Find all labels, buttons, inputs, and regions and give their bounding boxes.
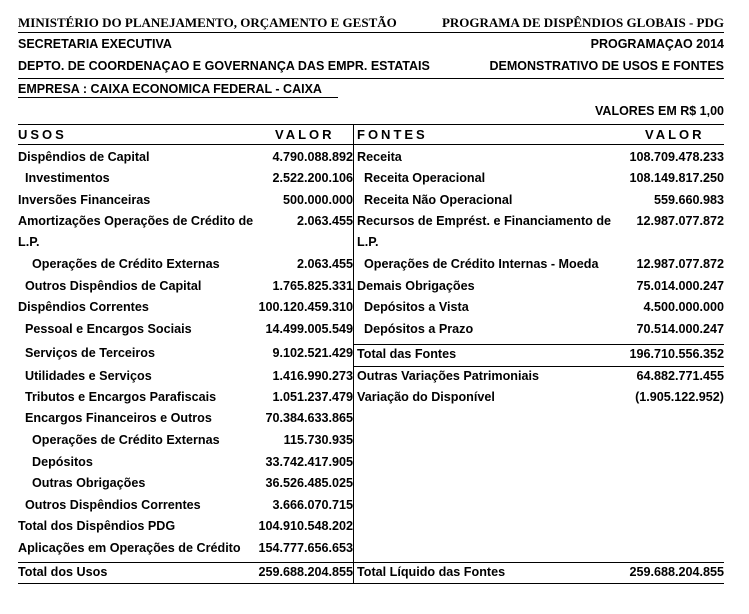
row-value: 14.499.005.549	[265, 322, 353, 336]
values-note: VALORES EM R$ 1,00	[595, 104, 724, 118]
statement-title: DEMONSTRATIVO DE USOS E FONTES	[489, 59, 724, 73]
company-label: EMPRESA : CAIXA ECONOMICA FEDERAL - CAIXA	[18, 82, 322, 96]
column-header-border	[18, 144, 724, 145]
table-row	[357, 211, 724, 253]
row-value: 108.149.817.250	[629, 171, 724, 185]
row-value: 2.063.455	[296, 214, 353, 228]
row-value: 70.514.000.247	[636, 322, 724, 336]
row-label: Operações de Crédito Externas	[32, 257, 220, 271]
row-value: 1.416.990.273	[272, 369, 353, 383]
row-value: 154.777.656.653	[258, 541, 353, 555]
row-value: 259.688.204.855	[629, 565, 724, 579]
row-value: 70.384.633.865	[265, 411, 353, 425]
usos-column-header: USOS	[18, 127, 67, 142]
row-label: Depósitos a Vista	[364, 300, 469, 314]
programming-year: PROGRAMAÇAO 2014	[590, 37, 724, 51]
row-value: 2.063.455	[296, 257, 353, 271]
row-label: Outros Dispêndios Correntes	[25, 498, 201, 512]
row-value: 108.709.478.233	[629, 150, 724, 164]
row-label: Total dos Usos	[18, 565, 108, 579]
row-value: 4.500.000.000	[643, 300, 724, 314]
row-value: 2.522.200.106	[272, 171, 353, 185]
row-value: 115.730.935	[283, 433, 353, 447]
row-value: 1.765.825.331	[272, 279, 353, 293]
company-underline	[18, 97, 338, 98]
row-value: 559.660.983	[653, 193, 724, 207]
row-label: Total das Fontes	[357, 347, 457, 361]
row-label: Dispêndios de Capital	[18, 150, 150, 164]
row-value: 75.014.000.247	[636, 279, 724, 293]
row-value: 1.051.237.479	[272, 390, 353, 404]
row-label: Amortizações Operações de Crédito de L.P.	[18, 214, 254, 249]
row-label: Inversões Financeiras	[18, 193, 151, 207]
row-label: Variação do Disponível	[357, 390, 495, 404]
header-divider	[18, 32, 724, 33]
row-label: Outras Variações Patrimoniais	[357, 369, 539, 383]
row-label: Receita Operacional	[364, 171, 486, 185]
fontes-column-header: FONTES	[357, 127, 428, 142]
row-value: 36.526.485.025	[265, 476, 353, 490]
row-label: Receita	[357, 150, 402, 164]
table-bottom-border	[18, 583, 724, 584]
row-value: 196.710.556.352	[629, 347, 724, 361]
row-label: Pessoal e Encargos Sociais	[25, 322, 192, 336]
row-value: 500.000.000	[282, 193, 353, 207]
row-value: (1.905.122.952)	[635, 390, 724, 404]
row-value: 104.910.548.202	[258, 519, 353, 533]
fontes-valor-header: VALOR	[645, 127, 705, 142]
header-divider	[18, 78, 724, 79]
row-value: 259.688.204.855	[258, 565, 353, 579]
column-separator	[353, 124, 354, 584]
row-label: Encargos Financeiros e Outros	[25, 411, 212, 425]
row-label: Operações de Crédito Externas	[32, 433, 220, 447]
row-label: Total Líquido das Fontes	[357, 565, 506, 579]
row-label: Aplicações em Operações de Crédito	[18, 541, 241, 555]
row-label: Utilidades e Serviços	[25, 369, 152, 383]
row-label: Depósitos a Prazo	[364, 322, 474, 336]
row-label: Tributos e Encargos Parafiscais	[25, 390, 217, 404]
row-label: Serviços de Terceiros	[25, 346, 155, 360]
row-label: Demais Obrigações	[357, 279, 475, 293]
usos-valor-header: VALOR	[275, 127, 335, 142]
row-label: Operações de Crédito Internas - Moeda	[364, 257, 599, 271]
row-label: Depósitos	[32, 455, 93, 469]
secretariat-label: SECRETARIA EXECUTIVA	[18, 37, 172, 51]
row-value: 12.987.077.872	[636, 214, 724, 228]
program-title: PROGRAMA DE DISPÊNDIOS GLOBAIS - PDG	[441, 15, 724, 30]
row-value: 3.666.070.715	[272, 498, 353, 512]
row-label: Recursos de Emprést. e Financiamento de L.P.	[357, 214, 612, 249]
row-value: 12.987.077.872	[636, 257, 724, 271]
row-label: Total dos Dispêndios PDG	[18, 519, 176, 533]
row-label: Investimentos	[25, 171, 110, 185]
row-label: Outras Obrigações	[32, 476, 146, 490]
row-value: 4.790.088.892	[272, 150, 353, 164]
row-value: 9.102.521.429	[272, 346, 353, 360]
row-value: 64.882.771.455	[636, 369, 724, 383]
table-row	[18, 211, 353, 253]
row-label: Dispêndios Correntes	[18, 300, 149, 314]
row-label: Receita Não Operacional	[364, 193, 513, 207]
row-value: 100.120.459.310	[258, 300, 353, 314]
ministry-title: MINISTÉRIO DO PLANEJAMENTO, ORÇAMENTO E GESTÃO	[18, 15, 397, 30]
row-label: Outros Dispêndios de Capital	[25, 279, 202, 293]
department-label: DEPTO. DE COORDENAÇAO E GOVERNANÇA DAS EMPR. ESTATAIS	[18, 59, 430, 73]
row-value: 33.742.417.905	[265, 455, 353, 469]
table-top-border	[18, 124, 724, 125]
